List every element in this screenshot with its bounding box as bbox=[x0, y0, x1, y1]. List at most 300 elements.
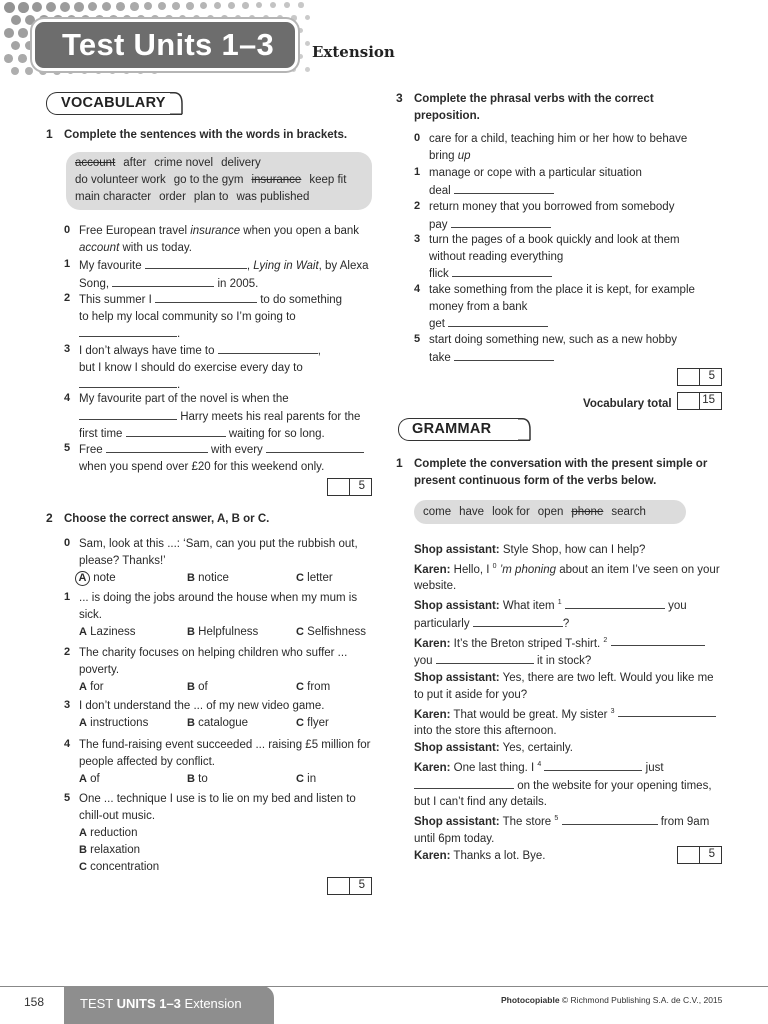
speaker-label: Shop assistant: bbox=[414, 544, 500, 556]
page-title: Test Units 1–3 bbox=[62, 27, 275, 62]
sentence-text: but I know I should do exercise every day to bbox=[79, 361, 303, 374]
item-number: 3 bbox=[414, 233, 421, 245]
decorative-dot bbox=[298, 2, 304, 8]
decorative-dot bbox=[305, 41, 310, 46]
option-text: in bbox=[307, 773, 317, 785]
decorative-dot bbox=[25, 67, 33, 75]
gap-number: 1 bbox=[557, 599, 562, 607]
item-number: 5 bbox=[64, 792, 71, 804]
dialogue-text: What item bbox=[499, 600, 558, 613]
footer-tab-label bbox=[80, 996, 242, 1011]
speaker-label: Karen: bbox=[414, 849, 451, 862]
dialogue-text: but I can’t find any details. bbox=[414, 796, 547, 809]
sentence-text: Free European travel bbox=[79, 225, 191, 237]
sentence-text: Harry meets his real parents for the bbox=[177, 410, 361, 423]
decorative-dot bbox=[305, 15, 310, 20]
dialogue-text: into the store this afternoon. bbox=[414, 725, 557, 738]
item-number: 0 bbox=[64, 224, 71, 236]
gap-number: 3 bbox=[610, 707, 615, 715]
word-row bbox=[75, 155, 363, 172]
question-stem bbox=[79, 645, 379, 678]
answer-option[interactable] bbox=[79, 679, 104, 696]
answer-blank[interactable] bbox=[145, 257, 247, 269]
word-item: delivery bbox=[221, 157, 261, 169]
item-number: 2 bbox=[64, 646, 71, 658]
sentence-item bbox=[79, 441, 379, 475]
dialogue-text: Thanks a lot. Bye. bbox=[450, 849, 546, 862]
answer-option[interactable] bbox=[187, 624, 258, 641]
example-answer: up bbox=[457, 149, 471, 162]
option-letter: C bbox=[296, 681, 304, 693]
dialogue-line bbox=[414, 831, 724, 848]
dialogue-text: The store bbox=[499, 815, 555, 828]
answer-option[interactable] bbox=[187, 570, 229, 587]
dialogue-text: about an item I’ve seen on your bbox=[556, 563, 720, 576]
item-number: 5 bbox=[414, 333, 421, 345]
option-letter: A bbox=[79, 773, 87, 785]
dialogue-text: until 6pm today. bbox=[414, 832, 495, 845]
copyright-text: © Richmond Publishing S.A. de C.V., 2015 bbox=[559, 995, 723, 1005]
dialogue-text: you bbox=[414, 655, 436, 668]
option-letter: B bbox=[187, 572, 195, 584]
speaker-label: Shop assistant: bbox=[414, 742, 500, 755]
option-letter: B bbox=[187, 626, 195, 638]
score-max: 5 bbox=[708, 370, 715, 382]
option-text: Laziness bbox=[90, 626, 136, 638]
stem-text: One ... technique I use is to lie on my bed and listen to bbox=[79, 793, 356, 805]
word-item: go to the gym bbox=[173, 174, 244, 186]
option-text: notice bbox=[198, 572, 229, 584]
phrasal-verb: pay bbox=[429, 218, 451, 231]
dialogue-text: from 9am bbox=[657, 815, 710, 828]
decorative-dot bbox=[284, 2, 290, 8]
word-item: order bbox=[159, 191, 186, 203]
option-text: of bbox=[90, 773, 100, 785]
answer-blank[interactable] bbox=[126, 425, 226, 437]
gap-number: 4 bbox=[537, 760, 542, 768]
decorative-dot bbox=[74, 2, 84, 12]
speaker-label: Shop assistant: bbox=[414, 815, 500, 828]
question-stem bbox=[79, 698, 379, 715]
stem-text: ... is doing the jobs around the house when my mum is bbox=[79, 592, 358, 604]
score-max: 5 bbox=[358, 879, 365, 891]
phrasal-verb: take bbox=[429, 351, 454, 364]
question-instruction bbox=[414, 91, 654, 124]
option-letter: C bbox=[296, 717, 304, 729]
decorative-dot bbox=[228, 2, 235, 9]
decorative-dot bbox=[18, 28, 28, 38]
decorative-dot bbox=[158, 2, 166, 10]
score-entry[interactable] bbox=[678, 847, 700, 863]
decorative-dot bbox=[18, 2, 29, 13]
answer-blank[interactable] bbox=[79, 408, 177, 420]
decorative-dot bbox=[4, 28, 14, 38]
answer-option[interactable] bbox=[296, 715, 329, 732]
speaker-label: Karen: bbox=[414, 563, 451, 576]
dialogue-text: website. bbox=[414, 580, 457, 593]
answer-blank[interactable] bbox=[436, 652, 534, 664]
dialogue-text: Hello, I bbox=[450, 563, 493, 576]
dialogue-text: That would be great. My sister bbox=[450, 708, 611, 721]
dialogue-line bbox=[414, 687, 724, 704]
decorative-dot bbox=[130, 2, 139, 11]
grammar-banner-tail bbox=[518, 418, 532, 441]
decorative-dot bbox=[144, 2, 152, 10]
answer-blank[interactable] bbox=[618, 705, 716, 717]
sentence-text: Free bbox=[79, 444, 106, 456]
answer-option[interactable] bbox=[79, 715, 148, 732]
item-number: 5 bbox=[64, 442, 71, 454]
conversation bbox=[414, 542, 724, 864]
gap-number: 5 bbox=[554, 815, 559, 823]
word-row bbox=[75, 172, 363, 189]
question-number: 1 bbox=[46, 127, 53, 141]
sentence-text: in 2005. bbox=[214, 277, 259, 290]
phrasal-verb: flick bbox=[429, 268, 452, 281]
decorative-dot bbox=[4, 54, 13, 63]
word-item: plan to bbox=[193, 191, 229, 203]
item-number: 2 bbox=[64, 292, 71, 304]
dialogue-line bbox=[414, 633, 724, 653]
definition-text: return money that you borrowed from somebody bbox=[429, 201, 675, 213]
stem-text: The charity focuses on helping children who suffer ... bbox=[79, 647, 348, 659]
dialogue-line bbox=[414, 670, 724, 687]
question-instruction bbox=[414, 456, 707, 489]
answer-blank[interactable] bbox=[106, 441, 208, 453]
definition-text: start doing something new, such as a new hobby bbox=[429, 334, 678, 346]
answer-blank[interactable] bbox=[218, 342, 318, 354]
copyright bbox=[501, 995, 722, 1005]
definition-text: without reading everything bbox=[429, 250, 564, 263]
option-text: letter bbox=[307, 572, 333, 584]
stem-text: I don’t understand the ... of my new video game. bbox=[79, 700, 325, 712]
phrasal-verb-item bbox=[429, 165, 729, 199]
decorative-dot bbox=[200, 2, 207, 9]
phrasal-verb: bring bbox=[429, 149, 458, 162]
sentence-text: to do something bbox=[257, 294, 343, 306]
answer-option[interactable] bbox=[187, 771, 208, 788]
item-number: 3 bbox=[64, 343, 71, 355]
item-number: 4 bbox=[64, 392, 71, 404]
decorative-dot bbox=[214, 2, 221, 9]
option-letter: B bbox=[79, 844, 87, 856]
option-letter: A bbox=[79, 681, 87, 693]
dialogue-line bbox=[414, 615, 724, 633]
answer-blank[interactable] bbox=[79, 376, 177, 388]
vocabulary-total-label: Vocabulary total bbox=[583, 398, 672, 410]
sentence-text: . bbox=[177, 328, 181, 341]
word-item: main character bbox=[75, 191, 152, 203]
score-box bbox=[677, 846, 722, 864]
score-box bbox=[327, 478, 372, 496]
answer-blank[interactable] bbox=[565, 597, 665, 609]
decorative-dot bbox=[102, 2, 111, 11]
definition-text: manage or cope with a particular situation bbox=[429, 167, 642, 179]
sentence-item bbox=[79, 291, 379, 343]
dialogue-line bbox=[414, 777, 724, 795]
score-entry[interactable] bbox=[678, 369, 700, 385]
option-text: Selfishness bbox=[307, 626, 366, 638]
answer-option[interactable] bbox=[79, 771, 100, 788]
sentence-text: I don’t always have time to bbox=[79, 345, 218, 357]
item-number: 3 bbox=[64, 699, 71, 711]
stem-text: poverty. bbox=[79, 663, 120, 676]
score-max: 15 bbox=[702, 394, 715, 406]
definition-text: take something from the place it is kept, for example bbox=[429, 284, 695, 296]
stem-text: Sam, look at this ...: ‘Sam, can you put the rubbish out, bbox=[79, 538, 358, 550]
phrasal-verb-item bbox=[429, 232, 729, 283]
decorative-dot bbox=[298, 54, 303, 59]
answer-option[interactable] bbox=[79, 859, 159, 876]
question-stem bbox=[79, 536, 379, 569]
option-letter: C bbox=[79, 861, 87, 873]
decorative-dot bbox=[186, 2, 194, 10]
option-text: for bbox=[90, 681, 104, 693]
decorative-dot bbox=[172, 2, 180, 10]
decorative-dot bbox=[11, 15, 21, 25]
footer-tab-text: Extension bbox=[180, 996, 242, 1011]
decorative-dot bbox=[18, 54, 27, 63]
dialogue-line bbox=[414, 578, 724, 595]
dialogue-line bbox=[414, 704, 724, 724]
option-text: to bbox=[198, 773, 208, 785]
answer-blank[interactable] bbox=[414, 777, 514, 789]
speaker-label: Shop assistant: bbox=[414, 600, 500, 613]
answer-blank[interactable] bbox=[155, 291, 257, 303]
book-title: Lying in Wait bbox=[253, 260, 319, 272]
word-item: keep fit bbox=[309, 174, 347, 186]
item-number: 0 bbox=[64, 537, 71, 549]
decorative-dot bbox=[4, 2, 15, 13]
decorative-dot bbox=[88, 2, 97, 11]
option-text: catalogue bbox=[198, 717, 249, 729]
word-item: crime novel bbox=[154, 157, 214, 169]
speaker-label: Karen: bbox=[414, 761, 451, 774]
score-max: 5 bbox=[358, 480, 365, 492]
circled-answer: A bbox=[75, 571, 90, 586]
word-row bbox=[75, 189, 363, 206]
dialogue-text: it in stock? bbox=[533, 655, 592, 668]
dialogue-text: One last thing. I bbox=[450, 761, 538, 774]
speaker-label: Shop assistant: bbox=[414, 672, 500, 685]
speaker-label: Karen: bbox=[414, 637, 451, 650]
decorative-dot bbox=[32, 2, 42, 12]
sentence-item bbox=[79, 257, 379, 292]
phrasal-verb-item bbox=[429, 332, 729, 366]
question-stem bbox=[79, 590, 379, 623]
verb-item: open bbox=[537, 506, 564, 518]
decorative-dot bbox=[116, 2, 125, 11]
sentence-text: , by Alexa bbox=[318, 260, 369, 272]
sentence-item bbox=[79, 391, 379, 443]
answer-option[interactable] bbox=[75, 570, 116, 587]
answer-option[interactable] bbox=[187, 679, 208, 696]
instruction-line: Complete the conversation with the present simple or bbox=[414, 458, 708, 470]
answer-blank[interactable] bbox=[454, 349, 554, 361]
answer-option[interactable] bbox=[296, 679, 330, 696]
option-letter: B bbox=[187, 717, 195, 729]
verb-item: phone bbox=[571, 506, 604, 518]
item-number: 4 bbox=[414, 283, 421, 295]
instruction-line: present continuous form of the verbs below. bbox=[414, 474, 657, 487]
sentence-text: Song, bbox=[79, 277, 113, 290]
answer-blank[interactable] bbox=[454, 182, 554, 194]
item-number: 4 bbox=[64, 738, 71, 750]
stem-text: people affected by conflict. bbox=[79, 755, 215, 768]
score-entry[interactable] bbox=[328, 479, 350, 495]
dialogue-text: It’s the Breton striped T-shirt. bbox=[450, 637, 604, 650]
gap-number: 2 bbox=[603, 636, 608, 644]
instruction-line: preposition. bbox=[414, 109, 480, 122]
dialogue-line bbox=[414, 794, 724, 811]
phrasal-verb-item bbox=[429, 199, 729, 233]
answer-option[interactable] bbox=[79, 624, 136, 641]
option-text: Helpfulness bbox=[198, 626, 259, 638]
decorative-dot bbox=[298, 28, 303, 33]
vocabulary-banner-tail bbox=[170, 92, 184, 115]
decorative-dot bbox=[11, 67, 19, 75]
speaker-label: Karen: bbox=[414, 708, 451, 721]
dialogue-line bbox=[414, 757, 724, 777]
footer-tab-text: TEST bbox=[80, 996, 117, 1011]
answer-option[interactable] bbox=[187, 715, 248, 732]
dialogue-line bbox=[414, 542, 724, 559]
answer-option[interactable] bbox=[296, 570, 333, 587]
stem-text: The fund-raising event succeeded ... raising £5 million for bbox=[79, 739, 371, 751]
answer-blank[interactable] bbox=[112, 275, 214, 287]
question-instruction: Choose the correct answer, A, B or C. bbox=[64, 513, 270, 525]
answer-blank[interactable] bbox=[473, 615, 563, 627]
word-item: was published bbox=[236, 191, 310, 203]
decorative-dot bbox=[305, 67, 310, 72]
option-letter: B bbox=[187, 681, 195, 693]
option-text: reduction bbox=[90, 827, 138, 839]
question-instruction: Complete the sentences with the words in brackets. bbox=[64, 129, 348, 141]
item-number: 0 bbox=[414, 132, 421, 144]
answer-option[interactable] bbox=[296, 771, 316, 788]
sentence-text: first time bbox=[79, 428, 126, 441]
dialogue-line bbox=[414, 811, 724, 831]
word-item: do volunteer work bbox=[75, 174, 166, 186]
option-letter: C bbox=[296, 626, 304, 638]
question-number: 2 bbox=[46, 511, 53, 525]
option-text: of bbox=[198, 681, 208, 693]
decorative-dot bbox=[11, 41, 20, 50]
score-max: 5 bbox=[708, 848, 715, 860]
word-box bbox=[66, 152, 372, 210]
word-item: account bbox=[75, 157, 116, 169]
answer-blank[interactable] bbox=[452, 265, 552, 277]
score-box bbox=[327, 877, 372, 895]
answer-blank[interactable] bbox=[451, 216, 551, 228]
page-subtitle: Extension bbox=[312, 43, 395, 61]
gap-number: 0 bbox=[492, 562, 497, 570]
page-number: 158 bbox=[24, 995, 45, 1009]
option-letter: A bbox=[79, 626, 87, 638]
item-number: 1 bbox=[414, 166, 421, 178]
sentence-text: , bbox=[246, 260, 254, 272]
dialogue-text: Yes, certainly. bbox=[499, 742, 573, 755]
decorative-dot bbox=[256, 2, 262, 8]
answer-option[interactable] bbox=[79, 825, 137, 842]
score-entry[interactable] bbox=[328, 878, 350, 894]
dialogue-line bbox=[414, 723, 724, 740]
dialogue-text: ? bbox=[562, 617, 570, 630]
vocabulary-heading: VOCABULARY bbox=[61, 95, 166, 111]
option-text: instructions bbox=[90, 717, 149, 729]
verb-item: look for bbox=[492, 506, 530, 518]
answer-blank[interactable] bbox=[266, 441, 364, 453]
option-letter: C bbox=[296, 773, 304, 785]
answer-option[interactable] bbox=[79, 842, 140, 859]
dialogue-line bbox=[414, 652, 724, 670]
word-item: after bbox=[123, 157, 147, 169]
stem-text: chill-out music. bbox=[79, 809, 156, 822]
phrasal-verb-item bbox=[429, 282, 729, 333]
sentence-item bbox=[79, 342, 379, 394]
score-box bbox=[677, 368, 722, 386]
sentence-text: waiting for so long. bbox=[225, 428, 325, 441]
phrasal-verb: get bbox=[429, 318, 449, 331]
vocabulary-total-box bbox=[677, 392, 722, 410]
score-entry[interactable] bbox=[678, 393, 700, 409]
sentence-text: when you spend over £20 for this weekend only. bbox=[79, 460, 325, 473]
item-number: 2 bbox=[414, 200, 421, 212]
sentence-text: This summer I bbox=[79, 294, 156, 306]
verb-item: come bbox=[423, 506, 452, 518]
sentence-item bbox=[79, 223, 379, 256]
decorative-dot bbox=[270, 2, 276, 8]
option-text: concentration bbox=[90, 861, 160, 873]
option-text: relaxation bbox=[90, 844, 141, 856]
definition-text: turn the pages of a book quickly and look at them bbox=[429, 234, 680, 246]
grammar-heading: GRAMMAR bbox=[412, 421, 492, 437]
phrasal-verb-item bbox=[429, 131, 729, 164]
definition-text: money from a bank bbox=[429, 300, 528, 313]
answer-blank[interactable] bbox=[562, 813, 658, 825]
decorative-dot bbox=[46, 2, 56, 12]
stem-text: sick. bbox=[79, 608, 102, 621]
answer-blank[interactable] bbox=[448, 315, 548, 327]
verb-box bbox=[414, 500, 686, 524]
dialogue-line bbox=[414, 559, 724, 579]
dialogue-line bbox=[414, 740, 724, 757]
item-number: 1 bbox=[64, 258, 71, 270]
answer-blank[interactable] bbox=[611, 634, 705, 646]
item-number: 1 bbox=[64, 591, 71, 603]
verb-item: search bbox=[611, 506, 646, 518]
sentence-text: . bbox=[177, 379, 181, 392]
answer-blank[interactable] bbox=[544, 759, 642, 771]
copyright-label: Photocopiable bbox=[501, 995, 560, 1005]
option-letter: B bbox=[187, 773, 195, 785]
dialogue-text: you bbox=[664, 600, 687, 613]
answer-blank[interactable] bbox=[79, 325, 177, 337]
question-stem bbox=[79, 737, 379, 770]
dialogue-text: particularly bbox=[414, 617, 473, 630]
answer-option[interactable] bbox=[296, 624, 366, 641]
verb-item: have bbox=[459, 506, 485, 518]
option-text: flyer bbox=[307, 717, 329, 729]
dialogue-text: on the website for your opening times, bbox=[514, 779, 712, 792]
dialogue-line bbox=[414, 595, 724, 615]
footer-tab-units: UNITS 1–3 bbox=[116, 996, 181, 1011]
sentence-text: My favourite part of the novel is when the bbox=[79, 393, 289, 405]
option-letter: A bbox=[79, 717, 87, 729]
decorative-dot bbox=[60, 2, 70, 12]
sentence-text: to help my local community so I’m going to bbox=[79, 310, 296, 323]
example-answer: insurance bbox=[190, 225, 241, 237]
